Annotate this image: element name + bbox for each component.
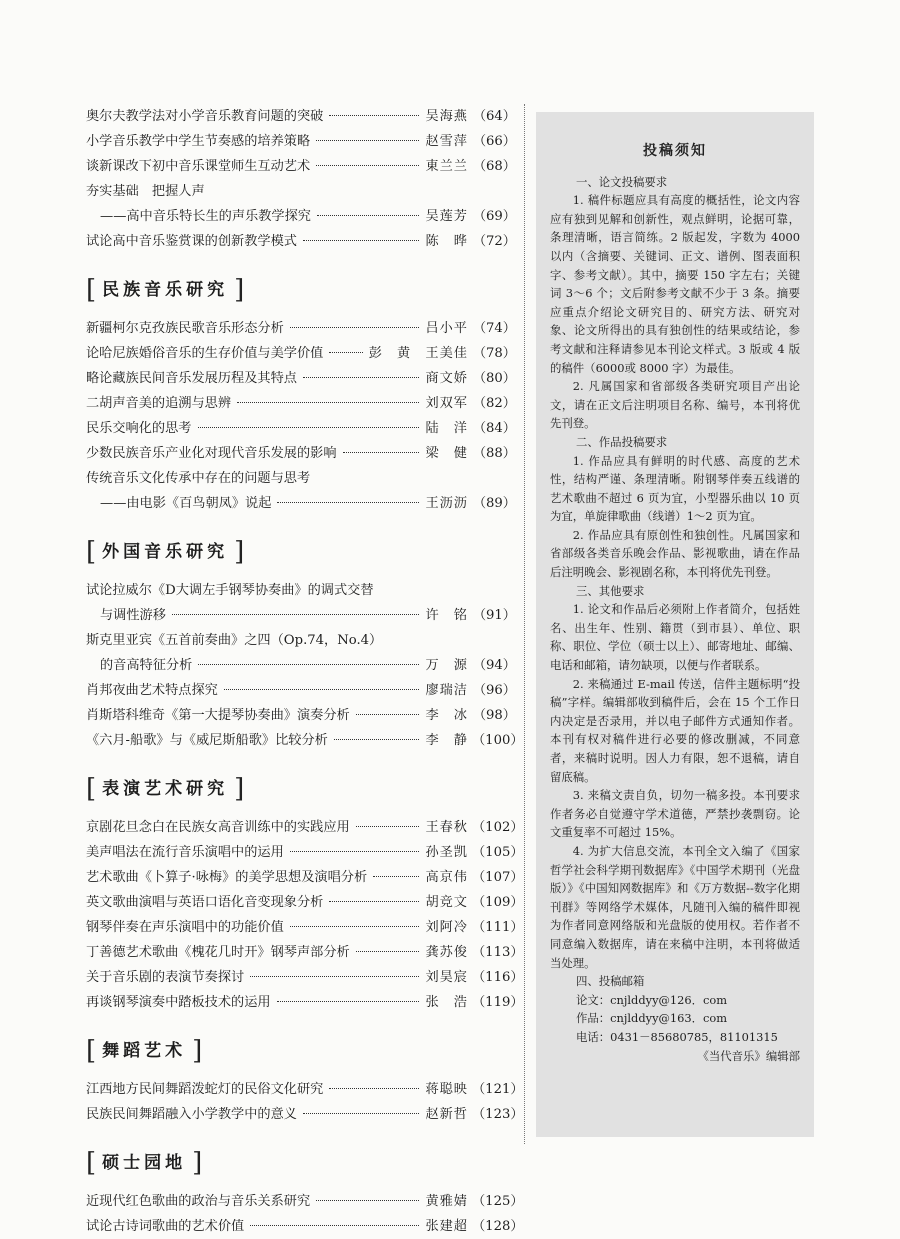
dot-leader (356, 714, 420, 715)
entry-page: （125） (472, 1194, 524, 1209)
toc-entry (86, 154, 516, 179)
entry-author: 张 浩 (425, 995, 468, 1010)
entry-author: 陈 晔 (425, 234, 468, 249)
entry-page: （88） (472, 446, 516, 461)
dot-leader (250, 976, 419, 977)
dot-leader (172, 614, 420, 615)
dot-leader (316, 165, 419, 166)
toc-entry-line (86, 316, 516, 341)
contact-line: 作品：cnjlddyy@163．com (576, 1011, 728, 1026)
toc-entry-line (100, 603, 516, 628)
entry-page: （72） (472, 234, 516, 249)
toc-entry-line (86, 965, 524, 990)
dot-leader (329, 1088, 419, 1089)
entry-author: 李 静 (425, 733, 468, 748)
section-title: 民族音乐研究 (102, 280, 229, 300)
notice-paragraph: 1. 稿件标题应具有高度的概括性，论文内容应有独到见解和创新性，观点鲜明，论据可靠，条理清晰，语言简练。2 版起发，字数为 4000 以内（含摘要、关键词、正文、谱例、图表面积字、参考文献）。其中，摘要 150 字左右；关键词 3～6 个；文后附参考文献不少于 3 条。摘要应重点介绍论文研究目的、研究方法、研究对象、论文所得出的具有独创性的结果或结论，参考文献和注释请参见本刊论文样式。3 版或 4 版的稿件（6000或 8000 字）为最佳。 (550, 193, 800, 375)
section-heading (86, 767, 516, 811)
entry-author: 李 冰 (425, 708, 468, 723)
dot-leader (237, 402, 419, 403)
section-heading (86, 530, 516, 574)
bracket-left: [ (86, 1036, 97, 1066)
dot-leader (290, 851, 420, 852)
entry-author: 胡竞文 (425, 895, 468, 910)
toc-entry (86, 728, 524, 753)
toc-entry (86, 840, 524, 865)
entry-title: 少数民族音乐产业化对现代音乐发展的影响 (86, 446, 337, 461)
toc-entry (86, 441, 516, 466)
editorial-signature: 《当代音乐》编辑部 (697, 1048, 800, 1063)
toc-entry-line (86, 391, 516, 416)
entry-title: 斯克里亚宾《五首前奏曲》之四（Op.74，No.4） (86, 633, 383, 648)
entry-title: 近现代红色歌曲的政治与音乐关系研究 (86, 1194, 311, 1209)
toc-entry-line (86, 1189, 524, 1214)
entry-title: 肖邦夜曲艺术特点探究 (86, 683, 218, 698)
entry-title: 丁善德艺术歌曲《槐花几时开》钢琴声部分析 (86, 945, 350, 960)
entry-author: 東兰兰 (425, 159, 468, 174)
entry-author: 刘昊宸 (425, 970, 468, 985)
toc-entry (86, 990, 524, 1015)
bracket-right: ] (192, 1148, 203, 1178)
entry-page: （107） (472, 870, 524, 885)
toc-entry-line (100, 653, 516, 678)
entry-author: 高京伟 (425, 870, 468, 885)
bracket-left: [ (86, 1148, 97, 1178)
entry-page: （89） (472, 496, 516, 511)
entry-page: （74） (472, 321, 516, 336)
column-divider (524, 104, 525, 1144)
entry-title: 民乐交响化的思考 (86, 421, 192, 436)
dot-leader (373, 876, 419, 877)
dot-leader (198, 664, 419, 665)
entry-page: （96） (472, 683, 516, 698)
entry-author: 吕小平 (425, 321, 468, 336)
dot-leader (303, 1113, 419, 1114)
entry-title: 传统音乐文化传承中存在的问题与思考 (86, 471, 311, 486)
entry-title: 奥尔夫教学法对小学音乐教育问题的突破 (86, 109, 324, 124)
dot-leader (329, 901, 419, 902)
entry-page: （121） (472, 1082, 524, 1097)
toc-entry (86, 341, 516, 366)
toc-entry-line (86, 1077, 524, 1102)
entry-title: 试论古诗词歌曲的艺术价值 (86, 1219, 245, 1234)
toc-entry (86, 1214, 524, 1239)
notice-body (550, 173, 800, 1066)
notice-paragraph: 2. 作品应具有原创性和独创性。凡属国家和省部级各类音乐晚会作品、影视歌曲，请在作品后注明晚会、影视剧名称，本刊将优先刊登。 (550, 527, 800, 580)
toc-entry (86, 578, 516, 603)
entry-title: 试论高中音乐鉴赏课的创新教学模式 (86, 234, 297, 249)
entry-author: 彭 黄 王美佳 (368, 346, 468, 361)
toc-entry-line (86, 154, 516, 179)
table-of-contents (86, 104, 524, 1239)
section-heading (86, 1029, 516, 1073)
notice-paragraph: 3. 来稿文责自负，切勿一稿多投。本刊要求作者务必自觉遵守学术道德，严禁抄袭剽窃。论文重复率不可超过 15%。 (550, 788, 800, 840)
section-title: 外国音乐研究 (102, 542, 229, 562)
bracket-right: ] (192, 1036, 203, 1066)
entry-title: 英文歌曲演唱与英语口语化音变现象分析 (86, 895, 324, 910)
entry-page: （113） (472, 945, 524, 960)
entry-page: （78） (472, 346, 516, 361)
toc-entry (86, 678, 516, 703)
toc-entry (86, 391, 516, 416)
entry-title: 小学音乐教学中学生节奏感的培养策略 (86, 134, 311, 149)
entry-page: （98） (472, 708, 516, 723)
section-heading (86, 1141, 516, 1185)
entry-author: 赵雪萍 (425, 134, 468, 149)
bracket-right: ] (234, 774, 245, 804)
entry-author: 刘阿冷 (425, 920, 468, 935)
submission-notice-box (536, 112, 814, 1137)
toc-entry (86, 491, 516, 516)
entry-author: 梁 健 (425, 446, 468, 461)
notice-paragraph: 2. 凡属国家和省部级各类研究项目产出论文，请在正文后注明项目名称、编号，本刊将优先刊登。 (550, 379, 800, 431)
entry-page: （68） (472, 159, 516, 174)
dot-leader (316, 1200, 419, 1201)
toc-entry (86, 815, 524, 840)
toc-entry-line (86, 416, 516, 441)
entry-title: 谈新课改下初中音乐课堂师生互动艺术 (86, 159, 311, 174)
bracket-left: [ (86, 537, 97, 567)
toc-entry-line (86, 441, 516, 466)
entry-author: 孙圣凯 (425, 845, 468, 860)
toc-entry (86, 229, 516, 254)
entry-author: 赵新哲 (425, 1107, 468, 1122)
entry-title: ——高中音乐特长生的声乐教学探究 (100, 209, 311, 224)
toc-entry-line (100, 204, 516, 229)
entry-title: 新疆柯尔克孜族民歌音乐形态分析 (86, 321, 284, 336)
entry-page: （119） (472, 995, 524, 1010)
toc-entry-line (86, 728, 524, 753)
entry-page: （69） (472, 209, 516, 224)
dot-leader (329, 115, 419, 116)
toc-entry (86, 653, 516, 678)
entry-page: （82） (472, 396, 516, 411)
toc-entry-line (86, 678, 516, 703)
entry-author: 王春秋 (425, 820, 468, 835)
toc-entry-line (86, 840, 524, 865)
toc-entry (86, 366, 516, 391)
entry-page: （66） (472, 134, 516, 149)
notice-title: 投稿须知 (643, 143, 707, 159)
entry-page: （64） (472, 109, 516, 124)
toc-entry-line (86, 341, 516, 366)
entry-title: 《六月-船歌》与《威尼斯船歌》比较分析 (86, 733, 328, 748)
entry-page: （91） (472, 608, 516, 623)
toc-entry (86, 104, 516, 129)
bracket-left: [ (86, 774, 97, 804)
toc-entry-line (100, 491, 516, 516)
toc-entry-line (86, 1214, 524, 1239)
dot-leader (250, 1225, 419, 1226)
dot-leader (329, 352, 362, 353)
entry-title: 的音高特征分析 (100, 658, 193, 673)
entry-author: 许 铭 (425, 608, 468, 623)
entry-title: 试论拉威尔《D大调左手钢琴协奏曲》的调式交替 (86, 583, 374, 598)
toc-entry-line (86, 1102, 524, 1127)
notice-paragraph: 4. 为扩大信息交流，本刊全文入编了《国家哲学社会科学期刊数据库》《中国学术期刊（光盘版）》《中国知网数据库》和《万方数据--数字化期刊群》等网络学术媒体，凡随刊入编的稿件即视为作者同意网络版和光盘版的使用权。若作者不同意编入数据库，请在来稿中注明，本刊将做适当处理。 (550, 843, 800, 970)
toc-entry (86, 915, 524, 940)
dot-leader (224, 689, 420, 690)
bracket-left: [ (86, 275, 97, 305)
toc-entry (86, 940, 524, 965)
notice-paragraph: 1. 作品应具有鲜明的时代感、高度的艺术性，结构严谨、条理清晰。附钢琴伴奏五线谱的艺术歌曲不超过 6 页为宜，小型器乐曲以 10 页为宜，单旋律歌曲（线谱）1～2 页为宜。 (550, 453, 800, 524)
entry-page: （128） (472, 1219, 524, 1234)
entry-page: （111） (472, 920, 524, 935)
dot-leader (290, 327, 420, 328)
toc-entry (86, 179, 516, 204)
dot-leader (277, 502, 419, 503)
notice-heading: 三、其他要求 (576, 583, 645, 598)
section-title: 舞蹈艺术 (102, 1041, 187, 1061)
toc-entry (86, 129, 516, 154)
toc-entry (86, 204, 516, 229)
dot-leader (316, 140, 419, 141)
entry-author: 万 源 (425, 658, 468, 673)
notice-paragraph: 2. 来稿通过 E-mail 传送，信件主题标明“投稿”字样。编辑部收到稿件后，会在 15 个工作日内决定是否录用，并以电子邮件方式通知作者。本刊有权对稿件进行必要的修改删减，不同意者，来稿时说明。因人力有限，恕不退稿，请自留底稿。 (550, 676, 800, 784)
dot-leader (334, 739, 420, 740)
entry-title: 京剧花旦念白在民族女高音训练中的实践应用 (86, 820, 350, 835)
entry-author: 龚苏俊 (425, 945, 468, 960)
toc-entry-line (86, 366, 516, 391)
entry-title: 再谈钢琴演奏中踏板技术的运用 (86, 995, 271, 1010)
toc-entry (86, 1077, 524, 1102)
entry-page: （123） (472, 1107, 524, 1122)
toc-entry (86, 965, 524, 990)
entry-title: 民族民间舞蹈融入小学教学中的意义 (86, 1107, 297, 1122)
entry-author: 刘双军 (425, 396, 468, 411)
entry-page: （109） (472, 895, 524, 910)
entry-page: （105） (472, 845, 524, 860)
entry-title: 关于音乐剧的表演节奏探讨 (86, 970, 245, 985)
toc-entry-line (86, 815, 524, 840)
entry-title: 美声唱法在流行音乐演唱中的运用 (86, 845, 284, 860)
toc-entry-line (86, 940, 524, 965)
toc-entry-line (86, 890, 524, 915)
entry-title: 江西地方民间舞蹈泼蛇灯的民俗文化研究 (86, 1082, 324, 1097)
entry-author: 廖瑞洁 (425, 683, 468, 698)
dot-leader (303, 377, 419, 378)
toc-entry-line (86, 104, 516, 129)
entry-author: 王沥沥 (425, 496, 468, 511)
dot-leader (356, 826, 420, 827)
toc-entry (86, 703, 516, 728)
entry-title: 二胡声音美的追溯与思辨 (86, 396, 232, 411)
entry-page: （84） (472, 421, 516, 436)
toc-entry (86, 1189, 524, 1214)
dot-leader (290, 926, 420, 927)
contact-line: 论文：cnjlddyy@126．com (576, 992, 728, 1007)
toc-entry-line (86, 915, 524, 940)
notice-heading: 四、投稿邮箱 (576, 974, 645, 989)
toc-entry-line (86, 129, 516, 154)
entry-author: 陆 洋 (425, 421, 468, 436)
toc-entry (86, 628, 516, 653)
dot-leader (356, 951, 420, 952)
bracket-right: ] (234, 537, 245, 567)
toc-entry-line (86, 703, 516, 728)
toc-entry (86, 890, 524, 915)
notice-heading: 二、作品投稿要求 (576, 434, 668, 449)
entry-author: 张建超 (425, 1219, 468, 1234)
entry-page: （94） (472, 658, 516, 673)
bracket-right: ] (234, 275, 245, 305)
entry-title: 略论藏族民间音乐发展历程及其特点 (86, 371, 297, 386)
dot-leader (317, 215, 419, 216)
entry-author: 商文娇 (425, 371, 468, 386)
notice-heading: 一、论文投稿要求 (576, 174, 668, 189)
dot-leader (303, 240, 419, 241)
contact-line: 电话：0431－85680785，81101315 (576, 1029, 778, 1044)
entry-title: 艺术歌曲《卜算子·咏梅》的美学思想及演唱分析 (86, 870, 368, 885)
dot-leader (343, 452, 420, 453)
entry-title: 肖斯塔科维奇《第一大提琴协奏曲》演奏分析 (86, 708, 350, 723)
dot-leader (277, 1001, 420, 1002)
dot-leader (198, 427, 420, 428)
toc-entry (86, 603, 516, 628)
entry-author: 吴海燕 (425, 109, 468, 124)
entry-title: 与调性游移 (100, 608, 166, 623)
section-heading (86, 268, 516, 312)
entry-page: （100） (472, 733, 524, 748)
entry-title: 夯实基础 把握人声 (86, 184, 205, 199)
toc-entry-line (86, 990, 524, 1015)
entry-title: 论哈尼族婚俗音乐的生存价值与美学价值 (86, 346, 324, 361)
toc-entry (86, 416, 516, 441)
entry-author: 蒋聪映 (425, 1082, 468, 1097)
entry-page: （116） (472, 970, 524, 985)
entry-page: （80） (472, 371, 516, 386)
entry-author: 黄雅婧 (425, 1194, 468, 1209)
toc-entry-line (86, 865, 524, 890)
toc-entry (86, 1102, 524, 1127)
toc-entry (86, 316, 516, 341)
entry-page: （102） (472, 820, 524, 835)
toc-entry (86, 865, 524, 890)
entry-author: 吴莲芳 (425, 209, 468, 224)
entry-title: ——由电影《百鸟朝凤》说起 (100, 496, 272, 511)
notice-paragraph: 1. 论文和作品后必须附上作者简介，包括姓名、出生年、性别、籍贯（到市县）、单位、职称、职位、学位（硕士以上）、邮寄地址、邮编、电话和邮箱，请勿缺项，以便与作者联系。 (550, 602, 800, 673)
toc-entry-line (86, 229, 516, 254)
section-title: 表演艺术研究 (102, 779, 229, 799)
section-title: 硕士园地 (102, 1153, 187, 1173)
toc-entry (86, 466, 516, 491)
entry-title: 钢琴伴奏在声乐演唱中的功能价值 (86, 920, 284, 935)
